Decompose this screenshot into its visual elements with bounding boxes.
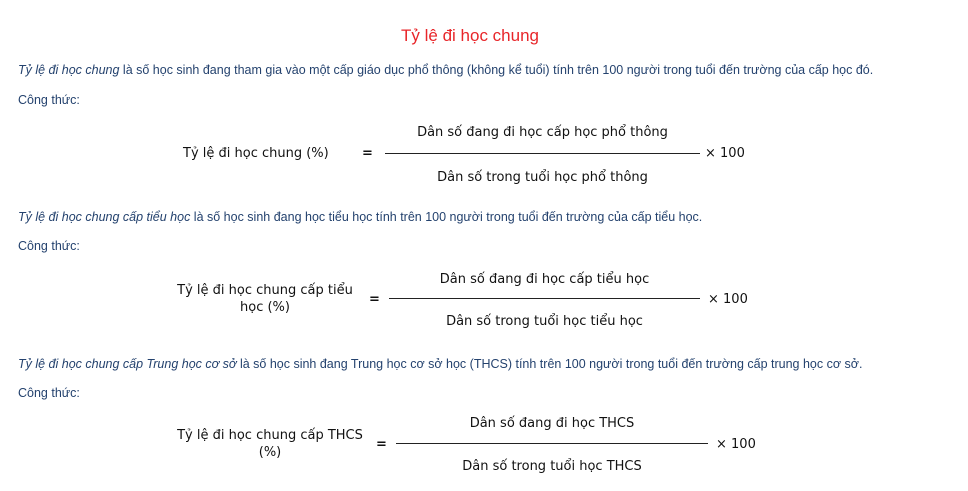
formula-lhs: Tỷ lệ đi học chung (%) [183, 146, 329, 161]
formula-lhs-line2: (%) [258, 445, 282, 460]
definition-text: là số học sinh đang học tiểu học tính trên 100 người trong tuổi đến trường của cấp tiểu học. [190, 210, 703, 224]
definition-term: Tỷ lệ đi học chung [18, 63, 120, 77]
formula-multiplier: × 100 [716, 437, 756, 452]
formula-numerator: Dân số đang đi học cấp tiểu học [439, 272, 650, 287]
definition-lower-secondary-enrollment [18, 356, 862, 372]
fraction-line [389, 298, 700, 299]
formula-multiplier: × 100 [708, 292, 748, 307]
fraction-line [396, 443, 708, 444]
formula-denominator: Dân số trong tuổi học THCS [462, 459, 642, 474]
formula-equals: = [362, 146, 373, 161]
formula-numerator: Dân số đang đi học THCS [469, 416, 635, 431]
formula-numerator: Dân số đang đi học cấp học phổ thông [417, 125, 668, 140]
formula-lhs-line1: Tỷ lệ đi học chung cấp tiểu [177, 283, 353, 298]
fraction-line [385, 153, 700, 154]
formula-equals: = [376, 437, 387, 452]
definition-general-enrollment [18, 62, 873, 78]
formula-multiplier: × 100 [705, 146, 745, 161]
definition-text: là số học sinh đang tham gia vào một cấp giáo dục phổ thông (không kể tuổi) tính trên 100 người trong tuổi đến trường của cấp học đó. [119, 63, 874, 77]
formula-denominator: Dân số trong tuổi học tiểu học [446, 314, 643, 329]
formula-lhs [170, 282, 360, 316]
formula-lhs-line1: Tỷ lệ đi học chung cấp THCS [177, 428, 363, 443]
formula-lhs [170, 427, 370, 461]
definition-text: là số học sinh đang Trung học cơ sở học (THCS) tính trên 100 người trong tuổi đến trường cấp trung học cơ sở. [236, 357, 863, 371]
definition-term: Tỷ lệ đi học chung cấp tiểu học [18, 210, 191, 224]
page-title: Tỷ lệ đi học chung [401, 26, 539, 45]
formula-label: Công thức: [18, 93, 80, 107]
definition-term: Tỷ lệ đi học chung cấp Trung học cơ sở [18, 357, 237, 371]
formula-label: Công thức: [18, 386, 80, 400]
formula-lhs-line2: học (%) [240, 300, 290, 315]
formula-denominator: Dân số trong tuổi học phổ thông [437, 170, 648, 185]
definition-primary-enrollment [18, 209, 702, 225]
formula-label: Công thức: [18, 239, 80, 253]
formula-equals: = [369, 292, 380, 307]
